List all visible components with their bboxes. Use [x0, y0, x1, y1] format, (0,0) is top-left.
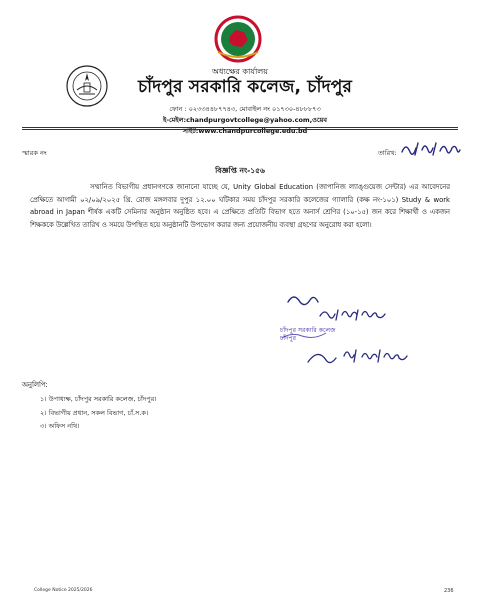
phone-line: ফোন : ০২৩৩৪৪৮৭৭৪৩, মোবাইল নং ০১৭৩০-৪৮৮৮৭৩ — [169, 105, 321, 113]
reference-label: স্মারক নং — [22, 149, 47, 157]
list-item: ৩। অফিস নথি। — [40, 422, 80, 430]
stamp-line: চাঁদপুর — [280, 335, 296, 342]
footer-reference: College Notice 2025/2026 — [34, 588, 93, 593]
office-line: অধ্যক্ষের কার্যালয় — [212, 67, 268, 76]
handwritten-date — [400, 138, 462, 160]
copies-list — [40, 393, 157, 434]
header-divider — [22, 127, 458, 128]
page-number: 236 — [444, 588, 454, 594]
notice-number: বিজ্ঞপ্তি নং-১৫৬ — [215, 166, 265, 175]
government-seal-icon — [208, 14, 268, 64]
list-item: ২। বিভাগীয় প্রধান, সকল বিভাগ, চাঁ.স.ক। — [40, 408, 149, 417]
copies-heading: অনুলিপি: — [22, 381, 48, 389]
stamp-line: চাঁদপুর সরকারি কলেজ — [280, 327, 336, 334]
college-name: চাঁদপুর সরকারি কলেজ, চাঁদপুর — [137, 77, 353, 97]
date-label: তারিখ: — [378, 149, 397, 157]
notice-body — [30, 181, 450, 231]
list-item: ১। উপাধ্যক্ষ, চাঁদপুর সরকারি কলেজ, চাঁদপুর। — [40, 395, 157, 403]
notice-body-text: সম্মানিত বিভাগীয় প্রধানগণকে জানানো যাচ্ছে যে, Unity Global Education (জাপানিজ ল্যাঙ্গুয়েজ সেন্টার) এর আবেদনের প্রেক্ষিতে আগামী ০২/০৯/২০২৫ খ্রি. রোজ মঙ্গলবার দুপুর ১২.০০ ঘটিকার সময় চাঁদপুর সরকারি কলেজের গ্যালারি (কক্ষ নং-১০১) Study & work abroad in Japan শীর্ষক একটি সেমিনার অনুষ্ঠান অনুষ্ঠিত হবে। এ প্রেক্ষিতে প্রতিটি বিভাগ হতে অনার্স শ্রেণির (১০-১৫) জন করে শিক্ষার্থী ও একজন শিক্ষককে উল্লেখিত তারিখ ও সময়ে উপস্থিত হয়ে অনুষ্ঠানটি উপভোগ করার জন্য প্রয়োজনীয় ব্যবস্থা গ্রহণের অনুরোধ করা হলো। — [30, 183, 450, 229]
office-stamp — [280, 327, 336, 343]
email-line: ই-মেইল:chandpurgovtcollege@yahoo.com,ওয়েব সাইট:www.chandpurcollege.edu.bd — [162, 116, 328, 135]
header-divider-secondary — [22, 129, 458, 130]
